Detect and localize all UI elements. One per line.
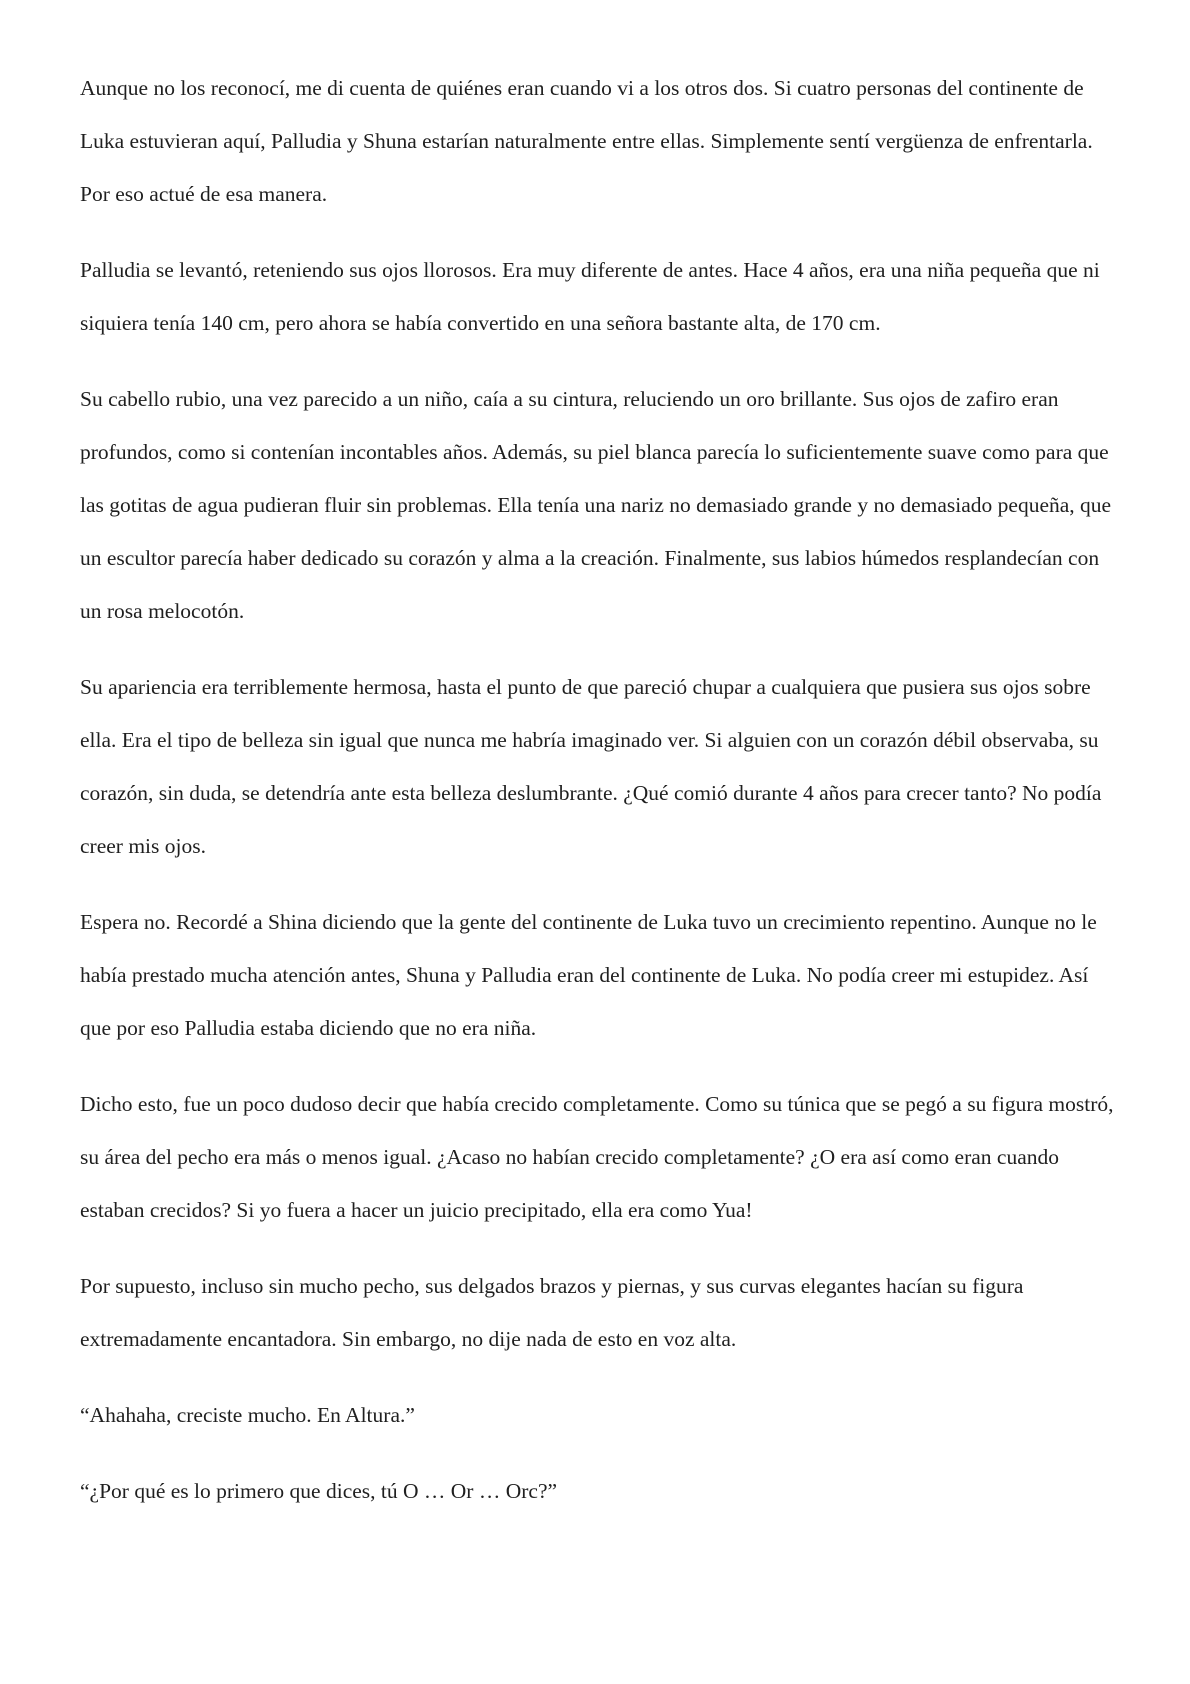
paragraph-7: Por supuesto, incluso sin mucho pecho, sus delgados brazos y piernas, y sus curvas elegantes hacían su figura extremadamente encantadora. Sin embargo, no dije nada de esto en voz alta. (80, 1274, 1024, 1351)
paragraph-2: Palludia se levantó, reteniendo sus ojos llorosos. Era muy diferente de antes. Hace 4 años, era una niña pequeña que ni siquiera tenía 140 cm, pero ahora se había convertido en una señora bastante alta, de 170 cm. (80, 258, 1100, 335)
paragraph-4: Su apariencia era terriblemente hermosa, hasta el punto de que pareció chupar a cualquiera que pusiera sus ojos sobre ella. Era el tipo de belleza sin igual que nunca me habría imaginado ver. Si alguien con un corazón débil observaba, su corazón, sin duda, se detendría ante esta belleza deslumbrante. ¿Qué comió durante 4 años para crecer tanto? No podía creer mis ojos. (80, 675, 1102, 858)
dialogue-line-1: “Ahahaha, creciste mucho. En Altura.” (80, 1403, 415, 1427)
paragraph-3: Su cabello rubio, una vez parecido a un niño, caía a su cintura, reluciendo un oro brillante. Sus ojos de zafiro eran profundos, como si contenían incontables años. Además, su piel blanca parecía lo suficientemente suave como para que las gotitas de agua pudieran fluir sin problemas. Ella tenía una nariz no demasiado grande y no demasiado pequeña, que un escultor parecía haber dedicado su corazón y alma a la creación. Finalmente, sus labios húmedos resplandecían con un rosa melocotón. (80, 387, 1112, 623)
document-page (80, 62, 1120, 1541)
dialogue-line-2: “¿Por qué es lo primero que dices, tú O … Or … Orc?” (80, 1479, 558, 1503)
paragraph-6: Dicho esto, fue un poco dudoso decir que había crecido completamente. Como su túnica que se pegó a su figura mostró, su área del pecho era más o menos igual. ¿Acaso no habían crecido completamente? ¿O era así como eran cuando estaban crecidos? Si yo fuera a hacer un juicio precipitado, ella era como Yua! (80, 1092, 1114, 1222)
paragraph-5: Espera no. Recordé a Shina diciendo que la gente del continente de Luka tuvo un crecimiento repentino. Aunque no le había prestado mucha atención antes, Shuna y Palludia eran del continente de Luka. No podía creer mi estupidez. Así que por eso Palludia estaba diciendo que no era niña. (80, 910, 1097, 1040)
paragraph-1: Aunque no los reconocí, me di cuenta de quiénes eran cuando vi a los otros dos. Si cuatro personas del continente de Luka estuvieran aquí, Palludia y Shuna estarían naturalmente entre ellas. Simplemente sentí vergüenza de enfrentarla. Por eso actué de esa manera. (80, 76, 1093, 206)
